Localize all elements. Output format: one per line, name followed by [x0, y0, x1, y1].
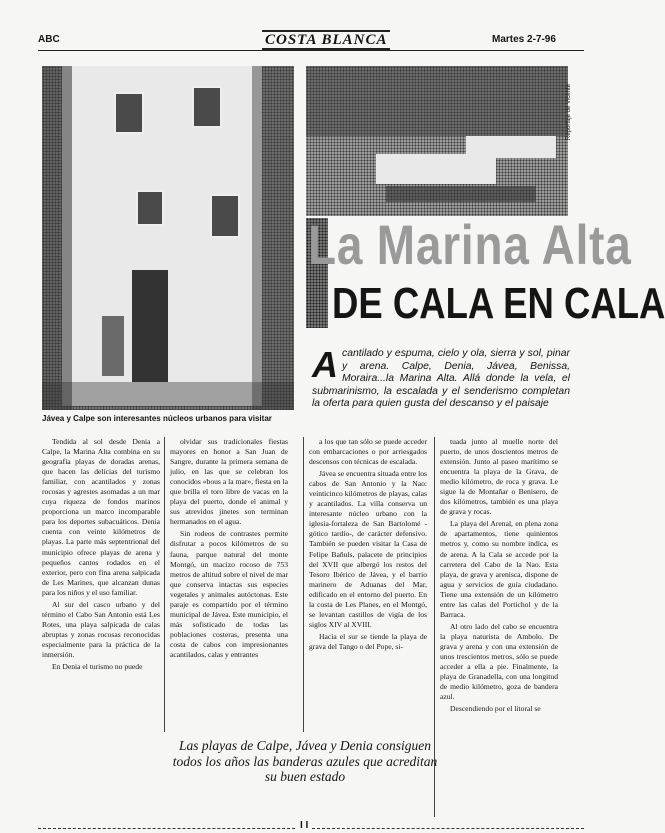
paragraph: Tendida al sol desde Denia a Calpe, la Marina Alta combina en su geografía playas de doradas arenas, que hacen las delicias del turismo familiar, con acantilados y zonas rocosas y agrestes asomadas a un mar cuya riqueza de fondos marinos proporciona un marco incomparable para los deportes subacuáticos. Denia cuenta con veinte kilómetros de playas. La parte más septentrional del municipio ofrece playas de arena y pequeños cantos rodados en el exterior, pero con fina arena salpicada de Les Marines, que alcanzan dunas para los niños y el uso familiar.	[42, 437, 160, 597]
headline-subtitle: DE CALA EN CALA	[332, 279, 665, 328]
headline-main: La Marina Alta	[308, 213, 632, 276]
issue-date: Martes 2-7-96	[492, 34, 556, 45]
pull-quote: Las playas de Calpe, Jávea y Denia consiguen todos los años las banderas azules que acreditan su buen estado	[172, 738, 438, 784]
article-column-4	[440, 437, 558, 716]
section-title: COSTA BLANCA	[262, 30, 390, 50]
intro-text: cantilado y espuma, cielo y ola, sierra y sol, pinar y arena. Calpe, Denia, Jávea, Benissa, Moraira...la Marina Alta. Allá donde la vela, el submarinismo, la escalada y el senderismo completan la oferta para quien gusta del descanso y el paisaje	[312, 348, 570, 410]
paragraph: Al sur del casco urbano y del término el Cabo San Antonio está Les Rotes, una playa salpicada de calas abruptas y zonas rocosas reconocidas especialmente para la práctica de la inmersión.	[42, 599, 160, 659]
paragraph: tuada junto al muelle norte del puerto, de unos doscientos metros de extensión. Junto al paseo marítimo se encuentra la playa de la Grava, de medio kilómetro, de roca y grava. Le sigue la de Montañar o Benisero, de dos kilómetros, también es una playa de grava y rocas.	[440, 437, 558, 517]
article-column-2	[170, 437, 288, 713]
paragraph: Sin rodeos de contrastes permite disfrutar a pocos kilómetros de su fauna, parque natural del monte Montgó, un macizo rocoso de 753 metros de altitud sobre el nivel de mar que conserva intactas sus especies vegetales y animales autóctonas. Este paraje es compartido por el término municipal de Jávea. Este municipio, el más sofisticado de todas las poblaciones costeras, presenta una costa de cabos con impresionantes acantilados, calas y entrantes	[170, 529, 288, 659]
header-rule	[38, 50, 584, 51]
photo-credit: Reportaje de Vicente	[566, 84, 572, 140]
paragraph: En Denia el turismo no puede	[52, 662, 143, 672]
drop-cap: A	[312, 344, 338, 385]
paragraph: Hacia el sur se tiende la playa de grava del Tango o del Pope, si-	[309, 631, 427, 651]
photo-caption: Jávea y Calpe son interesantes núcleos urbanos para visitar	[42, 414, 272, 423]
article-column-3	[309, 437, 427, 713]
photo-javea-street	[42, 66, 294, 410]
paragraph: Jávea se encuentra situada entre los cabos de San Antonio y la Nao: veinticinco kilómetros de playas, calas y acantilados. La villa conserva un interesante núcleo urbano con la iglesia-fortaleza de San Bartolomé -gótico tardío-, de carácter defensivo. También se pueden visitar la Casa de Felipe Bañuls, palacete de principios del XVII que albergó los restos del Tesoro Ibérico de Jávea, y el barrio marinero de Aduanas del Mar, edificado en el entorno del puerto. En la costa de Les Planes, en el Montgó, se levantan castillos de vigía de los siglos XIV al XVIII.	[309, 469, 427, 629]
column-rule	[303, 437, 304, 732]
photo-coastline	[306, 66, 568, 216]
paragraph: olvidar sus tradicionales fiestas mayores en honor a San Juan de Sangre, durante la primera semana de julio, en las que se celebran los conocidos «bous a la mar», fiesta en la que brilla el toro libre de vacas en la playa del puerto, donde el animal y sus atrevidos jinetes son terminan hermanados en el agua.	[170, 437, 288, 527]
paragraph: Descendiendo por el litoral se	[450, 704, 541, 714]
intro-standfirst	[312, 344, 570, 411]
paragraph: La playa del Arenal, en plena zona de apartamentos, tiene quinientos metros y, como su nombre indica, es de arena. A la Cala se accede por la carretera del Cabo de la Nao. Esta playa, de grava y arenisca, dispone de agua y servicios de guía ciudadano. Tiene una extensión de un kilómetro entre las calas del Portichol y de la Barraca.	[440, 519, 558, 619]
publication-name: ABC	[38, 34, 60, 45]
paragraph: Al otro lado del cabo se encuentra la playa naturista de Ambolo. De grava y arena y con una extensión de unos trescientos metros, sólo se puede acceder a ella a pie. Finalmente, la playa de Granadella, con una longitud de medio kilómetro, goza de bandera azul.	[440, 621, 558, 702]
article-column-1	[42, 437, 160, 674]
paragraph: a los que tan sólo se puede acceder con embarcaciones o por arriesgados descensos con técnicas de escalada.	[309, 437, 427, 467]
column-rule	[164, 437, 165, 732]
page-number: I I	[296, 820, 312, 831]
